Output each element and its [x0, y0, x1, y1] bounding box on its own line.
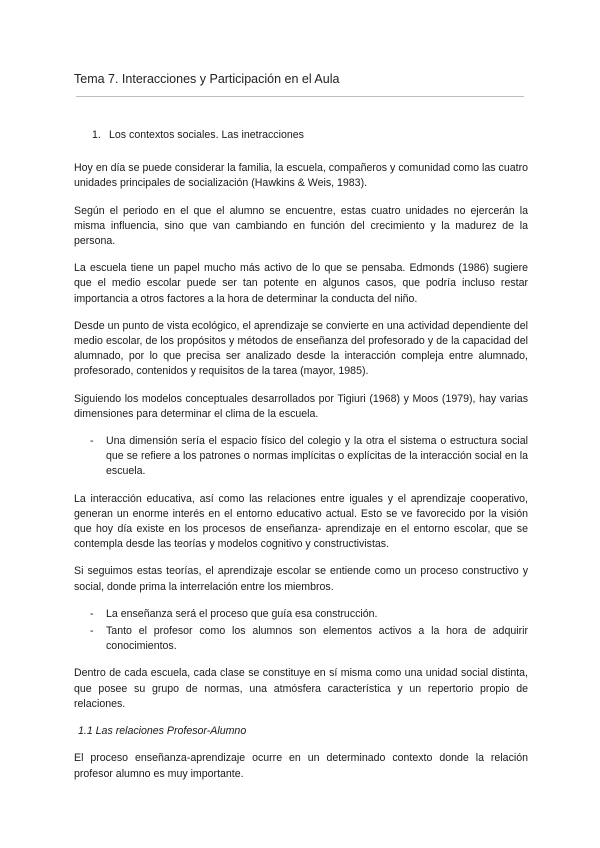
paragraph: Desde un punto de vista ecológico, el aprendizaje se convierte en una actividad dependiente del medio escolar, de los propósitos y métodos de enseñanza del profesorado y de la capacidad del alumnado, por lo que precisa ser analizado desde la interacción compleja entre alumnado, profesorado, contenidos y requisitos de la tarea (mayor, 1985). — [74, 319, 528, 378]
paragraph: Según el periodo en el que el alumno se encuentre, estas cuatro unidades no ejercerán la misma influencia, sino que van cambiando en función del crecimiento y la madurez de la persona. — [74, 204, 528, 248]
list-item — [90, 607, 528, 622]
bullet-list — [90, 607, 528, 655]
paragraph: Siguiendo los modelos conceptuales desarrollados por Tigiuri (1968) y Moos (1979), hay varias dimensiones para determinar el clima de la escuela. — [74, 392, 528, 420]
header-divider — [76, 96, 524, 97]
bullet-list — [90, 434, 528, 480]
list-item-text: Tanto el profesor como los alumnos son elementos activos a la hora de adquirir conocimientos. — [106, 625, 528, 653]
section-heading — [92, 128, 528, 143]
list-item — [90, 434, 528, 480]
paragraph: Si seguimos estas teorías, el aprendizaje escolar se entiende como un proceso constructivo y social, donde prima la interrelación entre los miembros. — [74, 565, 528, 593]
paragraph: Hoy en día se puede considerar la familia, la escuela, compañeros y comunidad como las cuatro unidades principales de socialización (Hawkins & Weis, 1983). — [74, 162, 528, 190]
paragraph: Dentro de cada escuela, cada clase se constituye en sí misma como una unidad social distinta, que posee su grupo de normas, una atmósfera característica y un repertorio propio de relaciones. — [74, 667, 528, 710]
page-header-title: Tema 7. Interacciones y Participación en el Aula — [74, 72, 340, 86]
paragraph: La interacción educativa, así como las relaciones entre iguales y el aprendizaje cooperativo, generan un enorme interés en el entorno educativo actual. Esto se ve favorecido por la visión que hoy día existe en los procesos de enseñanza- aprendizaje en el entorno escolar, que se contempla desde las teorías y modelos cognitivo y constructivistas. — [74, 492, 528, 551]
paragraph: La escuela tiene un papel mucho más activo de lo que se pensaba. Edmonds (1986) sugiere que el medio escolar puede ser tan potente en algunos casos, que podría incluso restar importancia a otros factores a la hora de determinar la conducta del niño. — [74, 262, 528, 305]
list-item-text: La enseñanza será el proceso que guía esa construcción. — [106, 607, 378, 620]
paragraph: El proceso enseñanza-aprendizaje ocurre en un determinado contexto donde la relación profesor alumno es muy importante. — [74, 752, 528, 780]
section-number: 1. — [92, 129, 101, 141]
bullet-marker: - — [90, 607, 94, 620]
bullet-marker: - — [90, 435, 94, 448]
bullet-marker: - — [90, 625, 94, 638]
subsection-title: 1.1 Las relaciones Profesor-Alumno — [78, 725, 247, 738]
section-title: Los contextos sociales. Las inetracciones — [109, 129, 304, 141]
document-body — [74, 128, 528, 794]
list-item-text: Una dimensión sería el espacio físico del colegio y la otra el sistema o estructura social que se refiere a los patrones o normas implícitas o explícitas de la interacción social en la escuela. — [106, 435, 528, 478]
list-item — [90, 624, 528, 654]
